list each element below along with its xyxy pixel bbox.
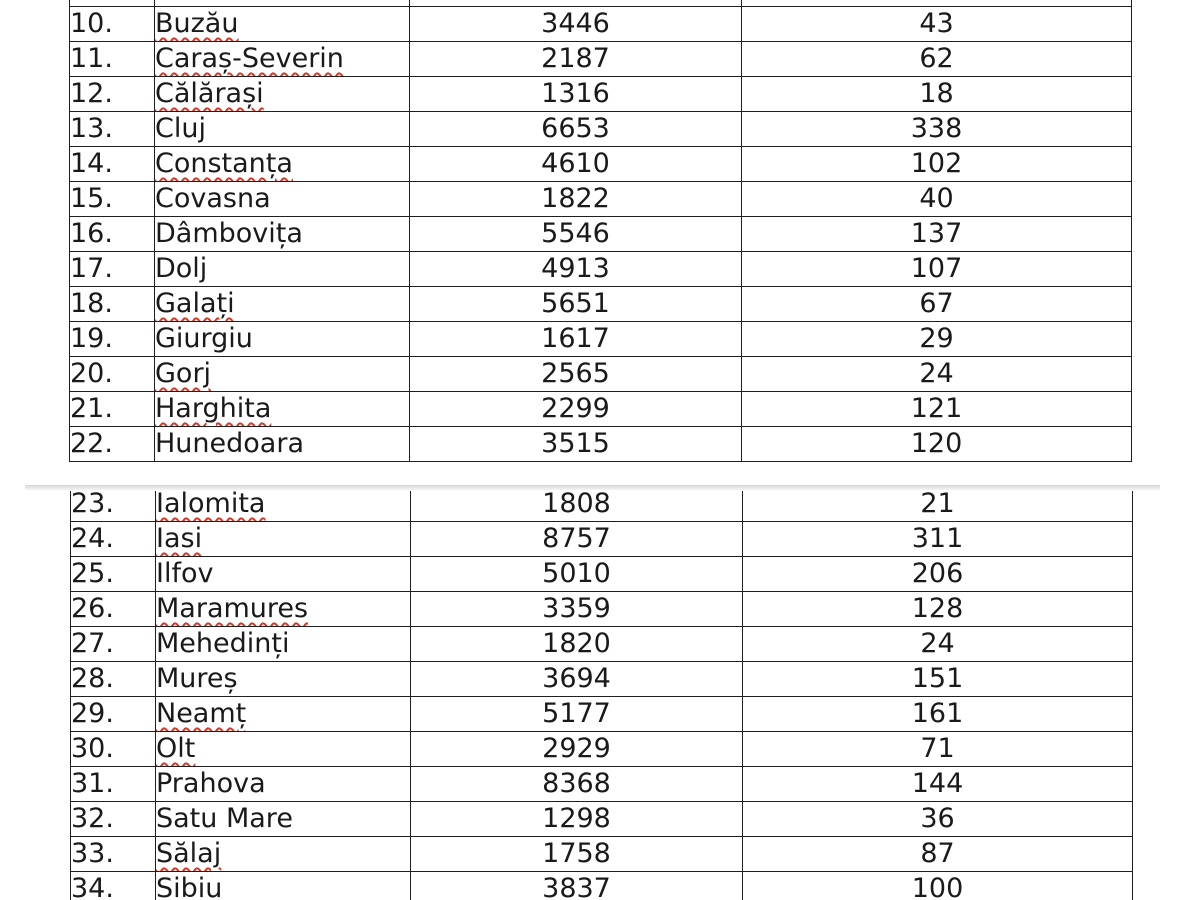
table-body-top — [70, 0, 1132, 462]
row-index-text: 22. — [70, 428, 113, 459]
value-b-text: 151 — [911, 663, 964, 694]
row-index-cell — [71, 872, 156, 900]
county-name-cell — [156, 837, 411, 872]
value-a-cell — [411, 732, 743, 767]
row-index-text: 26. — [71, 593, 114, 624]
county-name-cell — [155, 392, 410, 427]
value-a-cell — [410, 182, 742, 217]
county-name-text: Giurgiu — [155, 323, 253, 354]
value-a-text: 8368 — [542, 768, 611, 799]
table-row — [71, 767, 1133, 802]
county-name-cell — [156, 802, 411, 837]
value-b-text: 144 — [911, 768, 964, 799]
value-b-text: 120 — [910, 428, 963, 459]
value-a-cell — [410, 112, 742, 147]
row-index-cell — [70, 147, 155, 182]
table-row — [71, 557, 1133, 592]
county-name-text: Hunedoara — [155, 428, 304, 459]
row-index-cell — [71, 627, 156, 662]
county-name-text: Caraș-Severin — [155, 43, 344, 74]
row-index-cell — [71, 557, 156, 592]
value-a-text: 3359 — [542, 593, 611, 624]
county-name-text: Buzău — [155, 8, 239, 39]
row-index-cell — [70, 112, 155, 147]
value-a-text: 6653 — [541, 113, 610, 144]
value-b-cell — [742, 357, 1132, 392]
county-name-cell — [155, 7, 410, 42]
county-name-text: Călărași — [155, 78, 264, 109]
value-b-cell — [742, 322, 1132, 357]
row-index-text: 14. — [70, 148, 113, 179]
county-name-cell — [155, 42, 410, 77]
county-name-cell — [156, 491, 411, 522]
value-a-text: 5177 — [542, 698, 611, 729]
value-a-text: 2299 — [541, 393, 610, 424]
value-a-text: 5546 — [541, 218, 610, 249]
value-b-cell — [743, 767, 1133, 802]
value-b-text: 36 — [920, 803, 955, 834]
row-index-cell — [71, 491, 156, 522]
row-index-text: 25. — [71, 558, 114, 589]
row-index-text: 13. — [70, 113, 113, 144]
row-index-text: 12. — [70, 78, 113, 109]
row-index-cell — [71, 767, 156, 802]
value-b-text: 338 — [910, 113, 963, 144]
value-a-text: 1808 — [542, 491, 611, 519]
county-name-cell — [156, 522, 411, 557]
row-index-cell — [70, 217, 155, 252]
value-a-text: 1822 — [541, 183, 610, 214]
value-b-text: 71 — [920, 733, 955, 764]
county-name-cell — [156, 697, 411, 732]
value-a-cell — [410, 322, 742, 357]
table-row — [70, 392, 1132, 427]
value-b-cell — [743, 592, 1133, 627]
value-a-text: 1617 — [541, 323, 610, 354]
value-a-text: 3837 — [542, 873, 611, 900]
county-name-cell — [156, 592, 411, 627]
table-row — [70, 7, 1132, 42]
row-index-text: 17. — [70, 253, 113, 284]
value-a-cell — [410, 427, 742, 462]
county-name-cell — [155, 112, 410, 147]
county-name-cell — [155, 357, 410, 392]
row-index-text: 30. — [71, 733, 114, 764]
value-b-cell — [743, 522, 1133, 557]
row-index-text: 16. — [70, 218, 113, 249]
table-row — [70, 357, 1132, 392]
county-name-cell — [156, 767, 411, 802]
value-a-text: 5651 — [541, 288, 610, 319]
county-name-text: Ialomita — [156, 491, 266, 519]
value-a-text: 8757 — [542, 523, 611, 554]
county-name-text: Mureș — [156, 663, 238, 694]
county-name-text: Dolj — [155, 253, 208, 284]
table-row — [70, 427, 1132, 462]
table-row — [71, 627, 1133, 662]
table-row — [71, 697, 1133, 732]
county-name-text: Gorj — [155, 358, 212, 389]
row-index-cell — [70, 322, 155, 357]
value-b-cell — [743, 627, 1133, 662]
row-index-cell — [71, 592, 156, 627]
value-a-cell — [411, 802, 743, 837]
value-b-text: 102 — [910, 148, 963, 179]
row-index-cell — [71, 732, 156, 767]
table-row — [70, 252, 1132, 287]
value-b-text: 87 — [920, 838, 955, 869]
table-row — [70, 147, 1132, 182]
value-a-cell — [411, 697, 743, 732]
value-b-text: 311 — [911, 523, 964, 554]
value-a-text: 1758 — [542, 838, 611, 869]
value-a-cell — [410, 287, 742, 322]
county-name-text: Maramures — [156, 593, 309, 624]
county-name-text: Ilfov — [156, 558, 214, 589]
county-name-text: Prahova — [156, 768, 266, 799]
value-a-text: 5010 — [542, 558, 611, 589]
row-index-cell — [70, 182, 155, 217]
value-a-text: 1316 — [541, 78, 610, 109]
table-row — [70, 77, 1132, 112]
row-index-cell — [71, 837, 156, 872]
row-index-text: 21. — [70, 393, 113, 424]
row-index-cell — [70, 392, 155, 427]
row-index-cell — [71, 522, 156, 557]
county-name-cell — [155, 217, 410, 252]
row-index-text: 18. — [70, 288, 113, 319]
row-index-text: 29. — [71, 698, 114, 729]
value-a-cell — [411, 592, 743, 627]
county-name-text: Galați — [155, 288, 235, 319]
value-b-text: 121 — [910, 393, 963, 424]
value-b-text: 29 — [919, 323, 954, 354]
value-b-cell — [743, 837, 1133, 872]
value-b-text: 62 — [919, 43, 954, 74]
value-a-text: 3446 — [541, 8, 610, 39]
value-a-text: 1820 — [542, 628, 611, 659]
county-name-text: Olt — [156, 733, 196, 764]
value-a-cell — [411, 662, 743, 697]
table-row — [70, 217, 1132, 252]
value-a-text: 3694 — [542, 663, 611, 694]
value-a-cell — [411, 522, 743, 557]
row-index-text: 32. — [71, 803, 114, 834]
row-index-text: 19. — [70, 323, 113, 354]
table-row — [71, 837, 1133, 872]
county-name-cell — [155, 252, 410, 287]
county-name-text: Satu Mare — [156, 803, 293, 834]
value-a-cell — [411, 872, 743, 900]
row-index-text: 31. — [71, 768, 114, 799]
table-row — [71, 732, 1133, 767]
value-b-cell — [743, 802, 1133, 837]
row-index-cell — [70, 357, 155, 392]
value-a-cell — [410, 147, 742, 182]
row-index-cell — [70, 427, 155, 462]
value-b-text: 107 — [910, 253, 963, 284]
value-b-cell — [742, 427, 1132, 462]
value-a-cell — [410, 392, 742, 427]
county-name-text: Sibiu — [156, 873, 223, 900]
county-name-text: Mehedinți — [156, 628, 290, 659]
value-b-text: 161 — [911, 698, 964, 729]
row-index-cell — [71, 697, 156, 732]
value-a-text: 2565 — [541, 358, 610, 389]
value-b-cell — [742, 7, 1132, 42]
value-b-cell — [743, 732, 1133, 767]
row-index-text: 34. — [71, 873, 114, 900]
row-index-cell — [71, 802, 156, 837]
county-name-text: Constanța — [155, 148, 293, 179]
value-a-cell — [410, 357, 742, 392]
value-a-text: 4913 — [541, 253, 610, 284]
table-row — [70, 287, 1132, 322]
value-a-text: 4610 — [541, 148, 610, 179]
value-a-cell — [411, 837, 743, 872]
table-row — [71, 592, 1133, 627]
table-row — [70, 112, 1132, 147]
county-name-cell — [156, 627, 411, 662]
row-index-cell — [71, 662, 156, 697]
value-b-text: 137 — [910, 218, 963, 249]
page-break-divider — [25, 485, 1160, 490]
value-b-cell — [742, 252, 1132, 287]
table-row — [71, 802, 1133, 837]
value-a-cell — [411, 627, 743, 662]
value-a-text: 3515 — [541, 428, 610, 459]
row-index-text: 10. — [70, 8, 113, 39]
table-row — [71, 491, 1133, 522]
county-name-cell — [156, 732, 411, 767]
county-name-cell — [155, 77, 410, 112]
row-index-text: 33. — [71, 838, 114, 869]
value-b-text: 128 — [911, 593, 964, 624]
value-a-text: 1298 — [542, 803, 611, 834]
table-row — [71, 522, 1133, 557]
county-name-cell — [156, 872, 411, 900]
value-a-cell — [411, 557, 743, 592]
value-b-cell — [742, 42, 1132, 77]
value-a-text: 2187 — [541, 43, 610, 74]
county-name-text: Harghita — [155, 393, 272, 424]
value-a-cell — [411, 491, 743, 522]
value-b-cell — [743, 491, 1133, 522]
value-b-cell — [743, 557, 1133, 592]
table-body-bottom — [71, 491, 1133, 900]
county-name-cell — [155, 287, 410, 322]
value-b-text: 24 — [919, 358, 954, 389]
table-row — [71, 872, 1133, 900]
county-name-text: Iasi — [156, 523, 203, 554]
value-a-cell — [410, 252, 742, 287]
row-index-cell — [70, 252, 155, 287]
value-a-cell — [411, 767, 743, 802]
value-b-cell — [743, 872, 1133, 900]
value-b-cell — [742, 77, 1132, 112]
value-b-cell — [742, 182, 1132, 217]
table-row — [71, 662, 1133, 697]
county-name-cell — [156, 557, 411, 592]
value-b-text: 67 — [919, 288, 954, 319]
county-name-cell — [155, 322, 410, 357]
county-name-cell — [155, 182, 410, 217]
row-index-text: 23. — [71, 491, 114, 519]
value-a-cell — [410, 77, 742, 112]
value-a-cell — [410, 42, 742, 77]
document-page-bottom — [0, 491, 1200, 900]
value-b-text: 100 — [911, 873, 964, 900]
value-b-cell — [742, 217, 1132, 252]
value-b-cell — [743, 697, 1133, 732]
row-index-text: 24. — [71, 523, 114, 554]
row-index-cell — [70, 77, 155, 112]
value-b-text: 43 — [919, 8, 954, 39]
row-index-cell — [70, 287, 155, 322]
value-b-cell — [743, 662, 1133, 697]
county-name-text: Sălaj — [156, 838, 222, 869]
row-index-text: 28. — [71, 663, 114, 694]
table-row — [70, 42, 1132, 77]
value-b-cell — [742, 147, 1132, 182]
row-index-text: 20. — [70, 358, 113, 389]
row-index-cell — [70, 7, 155, 42]
county-name-cell — [155, 147, 410, 182]
value-b-cell — [742, 287, 1132, 322]
table-row — [70, 322, 1132, 357]
value-a-text: 2929 — [542, 733, 611, 764]
county-name-cell — [155, 427, 410, 462]
value-b-text: 18 — [919, 78, 954, 109]
table-row — [70, 182, 1132, 217]
county-name-text: Neamț — [156, 698, 247, 729]
row-index-text: 11. — [70, 43, 113, 74]
value-b-cell — [742, 392, 1132, 427]
county-table-bottom — [70, 491, 1133, 900]
value-b-text: 24 — [920, 628, 955, 659]
county-name-text: Dâmbovița — [155, 218, 303, 249]
county-name-cell — [156, 662, 411, 697]
county-name-text: Cluj — [155, 113, 206, 144]
value-b-text: 21 — [920, 491, 955, 519]
row-index-text: 27. — [71, 628, 114, 659]
county-name-text: Covasna — [155, 183, 271, 214]
value-b-text: 40 — [919, 183, 954, 214]
value-b-text: 206 — [911, 558, 964, 589]
value-b-cell — [742, 112, 1132, 147]
county-table-top — [69, 0, 1132, 462]
row-index-cell — [70, 42, 155, 77]
value-a-cell — [410, 217, 742, 252]
value-a-cell — [410, 7, 742, 42]
row-index-text: 15. — [70, 183, 113, 214]
